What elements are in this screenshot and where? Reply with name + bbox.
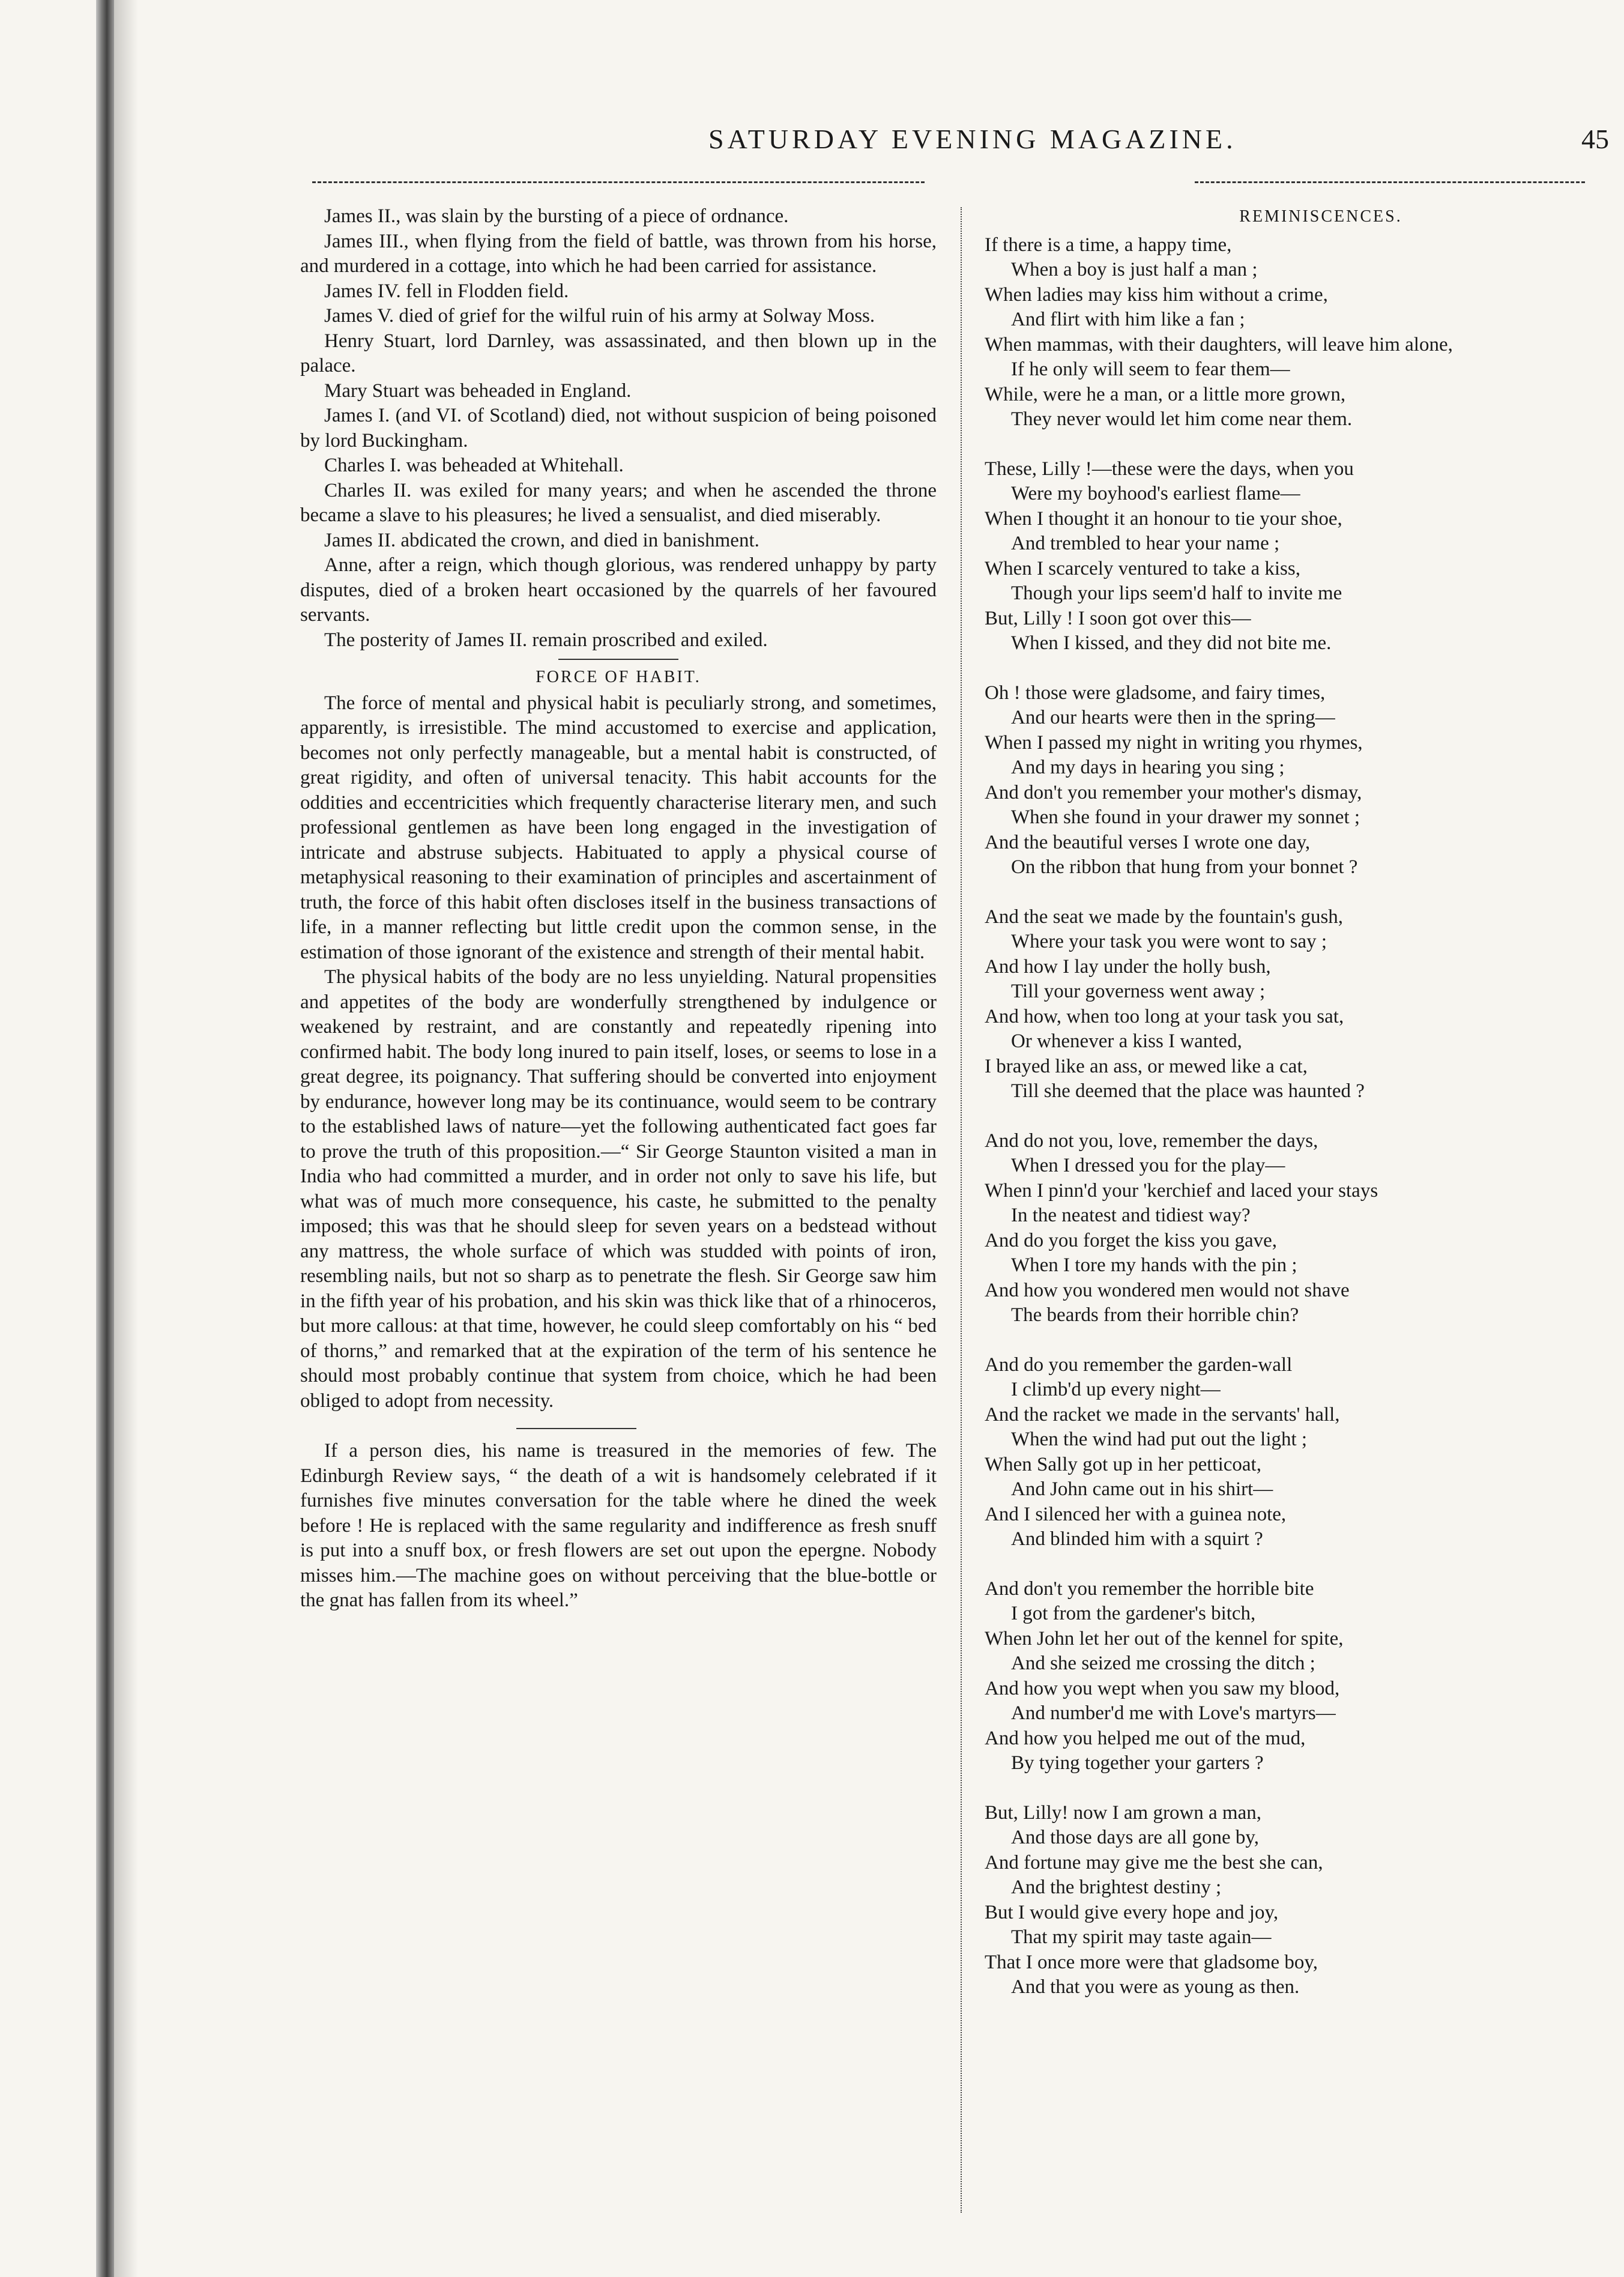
poem-line: When I dressed you for the play— (1011, 1155, 1285, 1176)
closing-rule (516, 1428, 636, 1429)
list-paragraph: James V. died of grief for the wilful ruin of his army at Solway Moss. (324, 305, 875, 327)
poem-line: Till she deemed that the place was haunted ? (1011, 1080, 1365, 1102)
poem-stanza (985, 1129, 1585, 1328)
list-paragraph: Charles II. was exiled for many years; and when he ascended the throne became a slave to his pleasures; he lived a sensualist, and died miserably. (300, 479, 937, 526)
running-header (312, 123, 1609, 165)
poem-line: When John let her out of the kennel for spite, (985, 1627, 1344, 1650)
poem-line: And flirt with him like a fan ; (1011, 309, 1245, 330)
poem-line: Were my boyhood's earliest flame— (1011, 483, 1300, 504)
poem-line: They never would let him come near them. (1011, 408, 1353, 430)
poem-stanza (985, 233, 1585, 432)
poem-line: And that you were as young as then. (1011, 1976, 1300, 1998)
poem-line: And do not you, love, remember the days, (985, 1129, 1318, 1152)
poem-line: And trembled to hear your name ; (1011, 533, 1280, 554)
poem-line: In the neatest and tidiest way? (1011, 1205, 1251, 1226)
poem-line: And the beautiful verses I wrote one day, (985, 831, 1311, 853)
poem-line: And how you wept when you saw my blood, (985, 1677, 1340, 1699)
poem-line: That my spirit may taste again— (1011, 1926, 1272, 1948)
poem-line: And don't you remember your mother's dismay, (985, 781, 1362, 803)
poem-stanza (985, 457, 1585, 656)
binding-shadow (114, 0, 138, 2277)
poem-line: Or whenever a kiss I wanted, (1011, 1030, 1242, 1052)
section-title: FORCE OF HABIT. (536, 668, 701, 686)
poem-line: If there is a time, a happy time, (985, 234, 1232, 256)
poem-line: When I pinn'd your 'kerchief and laced your stays (985, 1179, 1378, 1202)
poem-line: And John came out in his shirt— (1011, 1478, 1273, 1500)
poem-line: And my days in hearing you sing ; (1011, 757, 1285, 778)
poem-line: But I would give every hope and joy, (985, 1901, 1279, 1923)
poem-body (985, 233, 1585, 2000)
poem-stanza (985, 1801, 1585, 2000)
header-rule-right (1195, 181, 1585, 183)
poem-line: The beards from their horrible chin? (1011, 1304, 1299, 1326)
poem-stanza (985, 681, 1585, 880)
poem-line: And I silenced her with a guinea note, (985, 1503, 1287, 1525)
poem-line: But, Lilly ! I soon got over this— (985, 607, 1251, 629)
list-paragraph: James I. (and VI. of Scotland) died, not without suspicion of being poisoned by lord Buckingham. (300, 405, 937, 452)
list-paragraph: Mary Stuart was beheaded in England. (324, 380, 632, 402)
poem-line: And how I lay under the holly bush, (985, 955, 1271, 978)
habit-paragraph: The force of mental and physical habit is peculiarly strong, and sometimes, apparently, is irresistible. The mind accustomed to exercise and application, becomes not only perfectly manageable, but a mental habit is constructed, of great rigidity, and often of universal tenacity. This habit accounts for the oddities and eccentricities which frequently characterise literary men, and such professional gentlemen as have been long engaged in the investigation of intricate and abstruse subjects. Habituated to apply a physical course of metaphysical reasoning to their examination of principles and ascertainment of truth, the force of this habit often discloses itself in the business transactions of life, in a manner reflecting but little credit upon the common sense, in the estimation of those ignorant of the existence and strength of their mental habit. (300, 692, 937, 963)
poem-line: I brayed like an ass, or mewed like a cat, (985, 1055, 1308, 1077)
poem-stanza (985, 1577, 1585, 1776)
poem-stanza (985, 905, 1585, 1104)
poem-line: And the seat we made by the fountain's gush, (985, 906, 1344, 928)
poem-line: When Sally got up in her petticoat, (985, 1453, 1261, 1475)
poem-line: While, were he a man, or a little more grown, (985, 383, 1346, 405)
page-number: 45 (1581, 124, 1609, 154)
poem-line: When I passed my night in writing you rhymes, (985, 731, 1363, 754)
list-paragraph: Anne, after a reign, which though glorious, was rendered unhappy by party disputes, died of a broken heart occasioned by the quarrels of her favoured servants. (300, 554, 937, 626)
closing-paragraph: If a person dies, his name is treasured in the memories of few. The Edinburgh Review says, “ the death of a wit is handsomely celebrated if it furnishes five minutes conversation for the table where he dined the week before ! He is replaced with the same regularity and indifference as fresh snuff is put into a snuff box, or fresh flowers are set out upon the epergne. Nobody misses him.—The machine goes on without perceiving that the blue-bottle or the gnat has fallen from its wheel.” (300, 1440, 937, 1611)
poem-title: REMINISCENCES. (1239, 207, 1402, 226)
poem-line: When mammas, with their daughters, will leave him alone, (985, 333, 1453, 355)
list-paragraph: Charles I. was beheaded at Whitehall. (324, 455, 624, 476)
poem-line: And do you forget the kiss you gave, (985, 1229, 1277, 1251)
poem-line: And our hearts were then in the spring— (1011, 707, 1335, 728)
poem-line: When a boy is just half a man ; (1011, 259, 1258, 280)
left-column (300, 204, 937, 1613)
list-paragraph: James III., when flying from the field of battle, was thrown from his horse, and murdered in a cottage, into which he had been carried for assistance. (300, 230, 937, 277)
poem-stanza (985, 1353, 1585, 1552)
column-divider (961, 207, 962, 2213)
poem-line: These, Lilly !—these were the days, when you (985, 458, 1354, 480)
list-paragraph: James IV. fell in Flodden field. (324, 280, 569, 302)
poem-line: And the racket we made in the servants' hall, (985, 1403, 1340, 1426)
poem-line: And she seized me crossing the ditch ; (1011, 1653, 1315, 1674)
section-rule (558, 659, 678, 660)
poem-line: On the ribbon that hung from your bonnet ? (1011, 856, 1358, 878)
poem-line: But, Lilly! now I am grown a man, (985, 1801, 1262, 1824)
poem-line: When I scarcely ventured to take a kiss, (985, 557, 1300, 579)
poem-line: Where your task you were wont to say ; (1011, 931, 1327, 952)
header-rule-left (312, 181, 925, 183)
poem-line: Till your governess went away ; (1011, 981, 1266, 1002)
list-paragraph: Henry Stuart, lord Darnley, was assassinated, and then blown up in the palace. (300, 330, 937, 376)
poem-line: And the brightest destiny ; (1011, 1876, 1222, 1898)
poem-line: And blinded him with a squirt ? (1011, 1528, 1263, 1550)
poem-line: And those days are all gone by, (1011, 1827, 1259, 1848)
stuart-fates-list (300, 204, 937, 653)
habit-paragraph: The physical habits of the body are no less unyielding. Natural propensities and appetites of the body are wonderfully strengthened by indulgence or weakened by restraint, and are constantly and repeatedly ripening into confirmed habit. The body long inured to pain itself, loses, or seems to lose in a great degree, its poignancy. That suffering should be converted into enjoyment by endurance, however long may be its continuance, would seem to be contrary to the established laws of nature—yet the following authenticated fact goes far to prove the truth of this proposition.—“ Sir George Staunton visited a man in India who had committed a murder, and in order not only to save his life, but what was of much more consequence, his caste, he submitted to the penalty imposed; this was that he should sleep for seven years on a bedstead without any mattress, the whole surface of which was studded with points of iron, resembling nails, but not so sharp as to penetrate the flesh. Sir George saw him in the fifth year of his probation, and his skin was thick like that of a rhinoceros, but more callous: at that time, however, he could sleep comfortably on his “ bed of thorns,” and remarked that at the expiration of the term of his sentence he should most probably continue that system from choice, which he had been obliged to adopt from necessity. (300, 966, 937, 1412)
poem-line: By tying together your garters ? (1011, 1752, 1264, 1774)
poem-line: When ladies may kiss him without a crime, (985, 283, 1328, 306)
poem-line: When I tore my hands with the pin ; (1011, 1254, 1297, 1276)
poem-line: And do you remember the garden-wall (985, 1353, 1293, 1376)
poem-line: Oh ! those were gladsome, and fairy times, (985, 682, 1326, 704)
poem-line: I got from the gardener's bitch, (1011, 1603, 1256, 1624)
poem-line: Though your lips seem'd half to invite me (1011, 582, 1342, 604)
list-paragraph: The posterity of James II. remain proscribed and exiled. (324, 629, 768, 651)
poem-line: And don't you remember the horrible bite (985, 1577, 1314, 1600)
poem-line: That I once more were that gladsome boy, (985, 1951, 1318, 1973)
poem-line: And fortune may give me the best she can, (985, 1851, 1323, 1873)
poem-line: When she found in your drawer my sonnet ; (1011, 806, 1360, 828)
poem-line: If he only will seem to fear them— (1011, 358, 1290, 380)
list-paragraph: James II., was slain by the bursting of a piece of ordnance. (324, 205, 789, 227)
header-title: SATURDAY EVENING MAGAZINE. (708, 124, 1237, 154)
poem-line: And how, when too long at your task you sat, (985, 1005, 1344, 1027)
poem-line: And number'd me with Love's martyrs— (1011, 1702, 1336, 1724)
right-column (985, 204, 1585, 2025)
poem-line: And how you helped me out of the mud, (985, 1727, 1306, 1749)
poem-line: When I kissed, and they did not bite me. (1011, 632, 1332, 654)
force-of-habit-text (300, 691, 937, 1414)
poem-line: When the wind had put out the light ; (1011, 1429, 1308, 1450)
poem-line: I climb'd up every night— (1011, 1379, 1221, 1400)
poem-line: And how you wondered men would not shave (985, 1279, 1350, 1301)
book-binding-edge (96, 0, 114, 2277)
poem-line: When I thought it an honour to tie your shoe, (985, 507, 1342, 530)
list-paragraph: James II. abdicated the crown, and died in banishment. (324, 529, 759, 551)
